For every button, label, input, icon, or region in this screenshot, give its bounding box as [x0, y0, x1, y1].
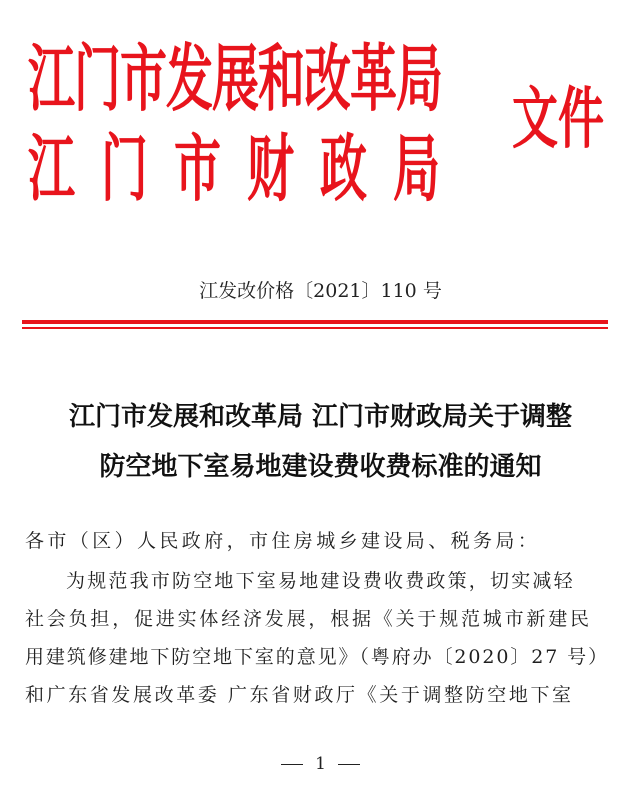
body-line: 用建筑修建地下防空地下室的意见》（粤府办〔2020〕27 号） [25, 646, 609, 668]
document-number: 江发改价格〔2021〕110 号 [199, 280, 442, 302]
red-divider [22, 320, 608, 330]
dash-left [281, 764, 303, 765]
salutation: 各市（区）人民政府，市住房城乡建设局、税务局： [25, 530, 541, 552]
red-divider-thick [22, 320, 608, 324]
body-line: 社会负担，促进实体经济发展，根据《关于规范城市新建民 [25, 608, 592, 630]
red-divider-thin [22, 327, 608, 329]
document-header [0, 0, 641, 260]
notice-title-line-1: 江门市发展和改革局 江门市财政局关于调整 [68, 402, 573, 432]
page-footer [0, 754, 641, 774]
issuer-line-2: 江门市财政局 [28, 127, 466, 213]
dash-right [338, 764, 360, 765]
page-number: 1 [315, 754, 326, 774]
notice-title-line-2: 防空地下室易地建设费收费标准的通知 [99, 452, 542, 482]
issuer-line-1: 江门市发展和改革局 [28, 37, 442, 123]
document-label: 文件 [512, 79, 604, 158]
body-line: 和广东省发展改革委 广东省财政厅《关于调整防空地下室 [25, 684, 574, 706]
body-line: 为规范我市防空地下室易地建设费收费政策，切实减轻 [66, 570, 575, 592]
